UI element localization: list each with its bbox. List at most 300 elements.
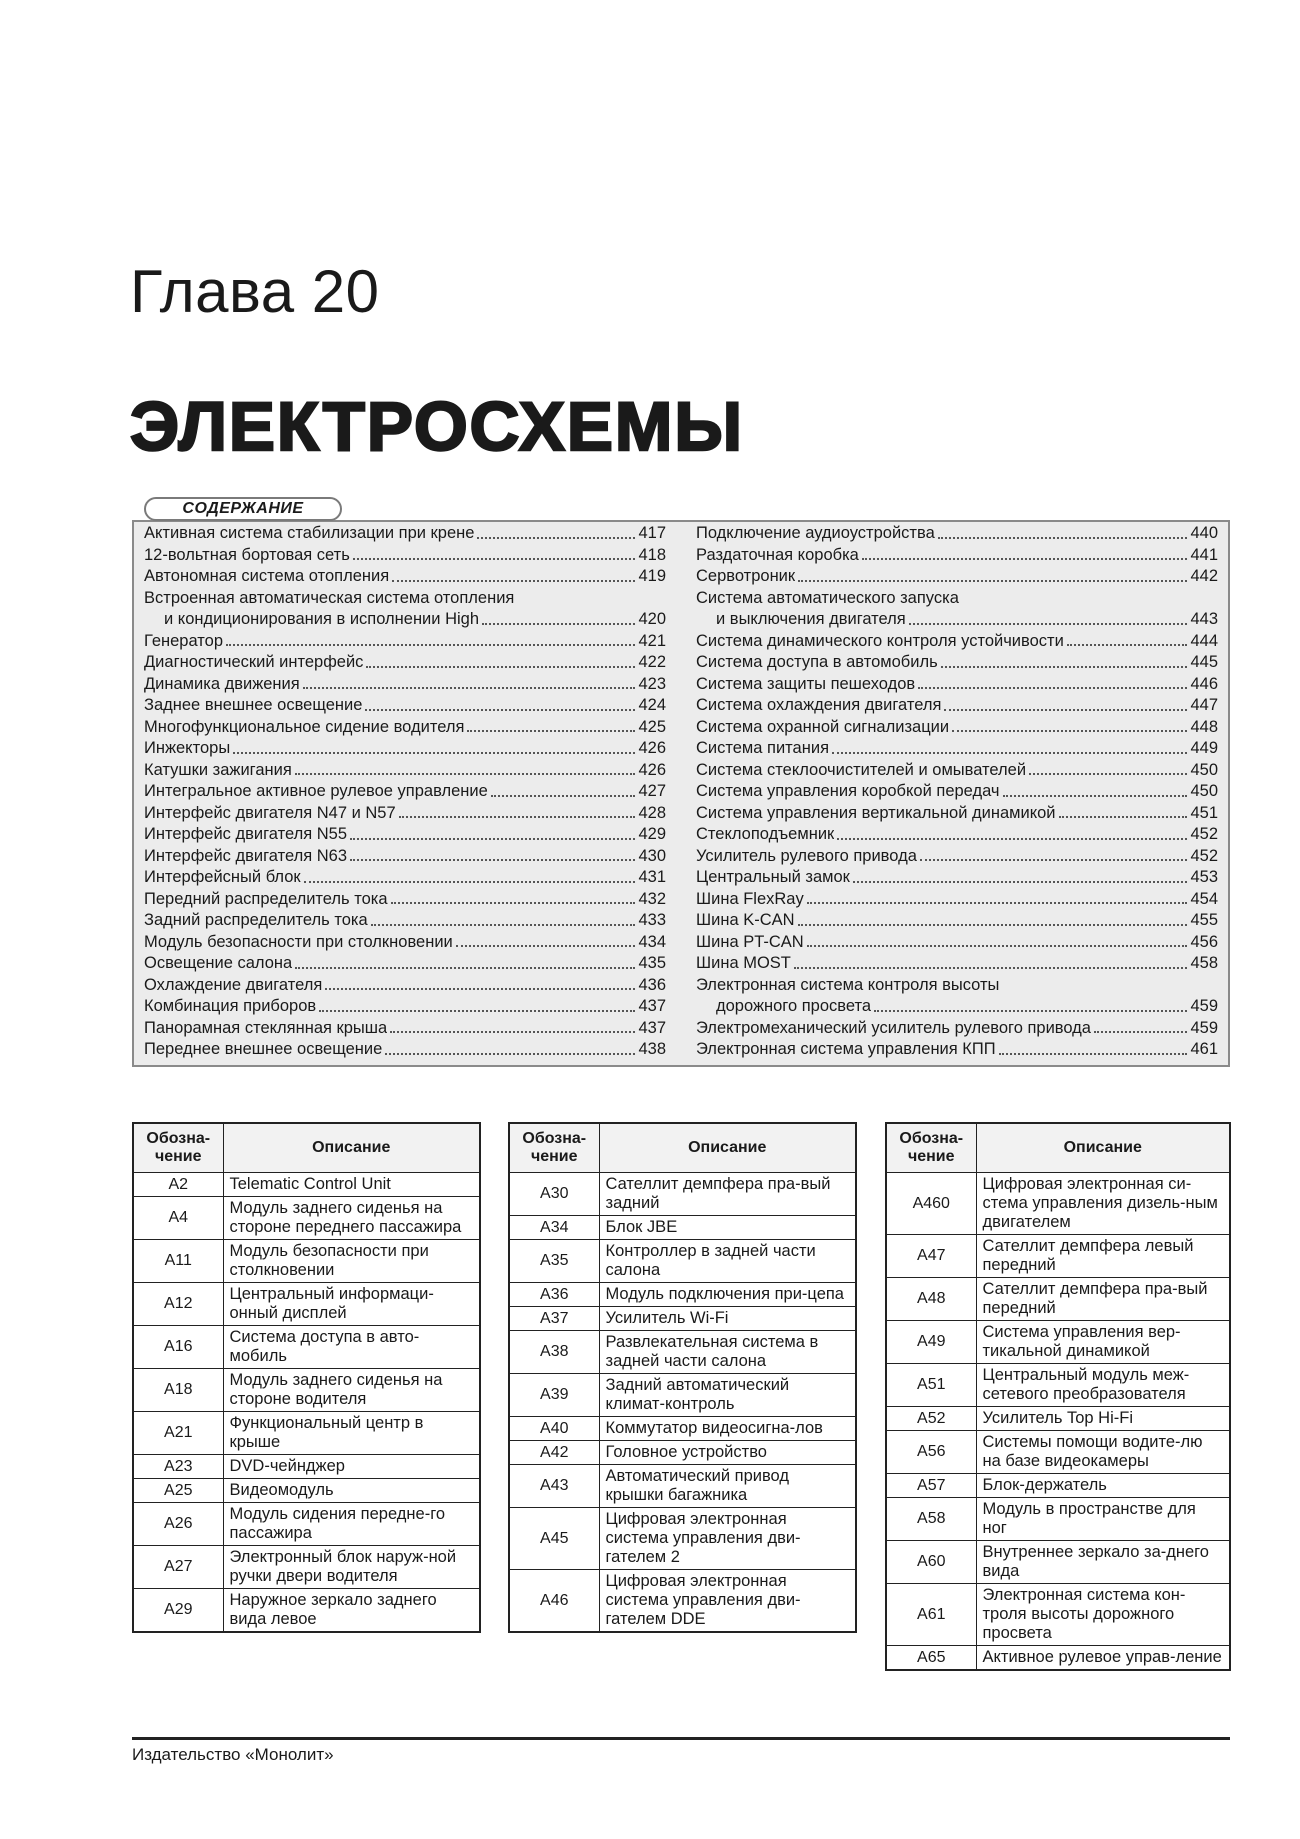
legend-header-description: Описание — [976, 1123, 1230, 1173]
dot-leader — [303, 687, 636, 689]
contents-entry — [696, 953, 1218, 975]
component-description: Система доступа в авто-мобиль — [223, 1326, 480, 1369]
component-description: Модуль подключения при-цепа — [599, 1283, 856, 1307]
table-row — [886, 1364, 1230, 1407]
contents-entry-title: Освещение салона — [144, 954, 293, 972]
contents-entry — [696, 910, 1218, 932]
contents-entry-title: Система управления коробкой передач — [696, 782, 1000, 800]
contents-entry-title: Шина PT-CAN — [696, 932, 804, 951]
table-row — [886, 1541, 1230, 1584]
contents-entry-title: дорожного просвета — [716, 997, 872, 1015]
table-row — [509, 1465, 856, 1508]
dot-leader — [853, 881, 1188, 883]
contents-entry-page: 426 — [638, 760, 666, 779]
contents-entry-page: 424 — [638, 696, 666, 714]
contents-entry-title: Система охранной сигнализации — [696, 717, 950, 736]
contents-entry-title: Электронная система управления КПП — [696, 1040, 996, 1058]
component-code: A46 — [509, 1570, 599, 1633]
contents-entry-title: Сервотроник — [696, 567, 796, 585]
component-description: Развлекательная система в задней части салона — [599, 1331, 856, 1374]
legend-header-code: Обозна-чение — [886, 1123, 976, 1173]
contents-entry — [144, 609, 666, 631]
contents-entry-page: 422 — [638, 653, 666, 671]
contents-entry — [696, 781, 1218, 803]
contents-entry — [696, 846, 1218, 868]
contents-entry — [144, 803, 666, 825]
dot-leader — [304, 881, 636, 883]
contents-entry-page: 447 — [1190, 696, 1218, 714]
dot-leader — [874, 1010, 1187, 1012]
contents-entry — [144, 717, 666, 739]
component-code: A2 — [133, 1173, 223, 1197]
contents-entry-page: 429 — [638, 825, 666, 843]
contents-entry — [696, 717, 1218, 739]
component-description: Центральный информаци-онный дисплей — [223, 1283, 480, 1326]
dot-leader — [999, 1053, 1188, 1055]
dot-leader — [1094, 1031, 1187, 1033]
contents-entry — [144, 996, 666, 1018]
component-description: Активное рулевое управ-ление — [976, 1646, 1230, 1671]
contents-entry-page: 431 — [638, 868, 666, 886]
contents-entry-title: Модуль безопасности при столкновении — [144, 932, 453, 951]
component-description: Блок-держатель — [976, 1474, 1230, 1498]
contents-entry — [144, 674, 666, 696]
dot-leader — [832, 752, 1187, 754]
contents-entry — [696, 566, 1218, 588]
dot-leader — [295, 967, 635, 969]
dot-leader — [392, 580, 635, 582]
component-code: A45 — [509, 1508, 599, 1570]
contents-entry-title: Система питания — [696, 739, 829, 757]
component-description: Цифровая электронная си-стема управления дизель-ным двигателем — [976, 1173, 1230, 1235]
dot-leader — [918, 687, 1187, 689]
contents-entry-page: 459 — [1190, 997, 1218, 1015]
contents-entry-page: 448 — [1190, 717, 1218, 736]
contents-column-right — [696, 523, 1218, 1061]
contents-entry-title: Центральный замок — [696, 868, 850, 886]
component-description: Модуль заднего сиденья на стороне водителя — [223, 1369, 480, 1412]
dot-leader — [390, 1031, 635, 1033]
contents-entry — [696, 545, 1218, 567]
contents-entry — [696, 975, 1218, 997]
component-description: Цифровая электронная система управления дви-гателем DDE — [599, 1570, 856, 1633]
dot-leader — [807, 945, 1188, 947]
dot-leader — [944, 709, 1187, 711]
dot-leader — [938, 537, 1188, 539]
contents-entry-title: Многофункциональное сидение водителя — [144, 717, 465, 736]
dot-leader — [1003, 795, 1188, 797]
table-row — [133, 1589, 480, 1633]
contents-entry — [144, 889, 666, 911]
contents-entry — [144, 846, 666, 868]
contents-entry — [144, 781, 666, 803]
component-description: Наружное зеркало заднего вида левое — [223, 1589, 480, 1633]
contents-entry-title: Активная система стабилизации при крене — [144, 524, 475, 542]
contents-entry-page: 441 — [1190, 545, 1218, 564]
contents-entry-title: Динамика движения — [144, 674, 300, 693]
contents-entry-page: 425 — [638, 717, 666, 736]
dot-leader — [467, 730, 635, 732]
table-row — [509, 1441, 856, 1465]
component-code: A57 — [886, 1474, 976, 1498]
component-code: A27 — [133, 1546, 223, 1589]
component-description: Цифровая электронная система управления дви-гателем 2 — [599, 1508, 856, 1570]
contents-entry-page: 450 — [1190, 782, 1218, 800]
table-row — [133, 1412, 480, 1455]
component-code: A18 — [133, 1369, 223, 1412]
publisher-footer: Издательство «Монолит» — [132, 1745, 334, 1764]
contents-entry-page: 432 — [638, 889, 666, 908]
dot-leader — [798, 580, 1187, 582]
contents-entry-page: 427 — [638, 782, 666, 800]
chapter-number: Глава 20 — [130, 258, 380, 325]
contents-entry — [696, 1039, 1218, 1061]
table-row — [509, 1417, 856, 1441]
table-row — [509, 1240, 856, 1283]
contents-entry — [144, 932, 666, 954]
contents-entry-page: 456 — [1190, 932, 1218, 951]
page-title: ЭЛЕКТРОСХЕМЫ — [130, 388, 744, 465]
component-code: A30 — [509, 1173, 599, 1216]
table-row — [133, 1503, 480, 1546]
table-row — [509, 1283, 856, 1307]
contents-entry — [144, 824, 666, 846]
component-code: A42 — [509, 1441, 599, 1465]
component-code: A460 — [886, 1173, 976, 1235]
dot-leader — [952, 730, 1187, 732]
contents-entry-title: Охлаждение двигателя — [144, 975, 323, 994]
contents-entry-page: 417 — [638, 524, 666, 542]
table-row — [886, 1173, 1230, 1235]
contents-entry — [696, 652, 1218, 674]
contents-entry — [696, 674, 1218, 696]
component-code: A49 — [886, 1321, 976, 1364]
component-code: A26 — [133, 1503, 223, 1546]
contents-entry — [696, 588, 1218, 610]
table-row — [886, 1431, 1230, 1474]
component-code: A58 — [886, 1498, 976, 1541]
contents-entry-page: 435 — [638, 954, 666, 972]
contents-column-left — [144, 523, 666, 1061]
component-description: Система управления вер-тикальной динамикой — [976, 1321, 1230, 1364]
contents-entry-page: 423 — [638, 674, 666, 693]
table-row — [509, 1374, 856, 1417]
contents-entry-page: 421 — [638, 631, 666, 650]
dot-leader — [1029, 773, 1187, 775]
table-row — [509, 1307, 856, 1331]
contents-entry — [696, 867, 1218, 889]
component-code: A34 — [509, 1216, 599, 1240]
table-row — [509, 1216, 856, 1240]
legend-header-description: Описание — [599, 1123, 856, 1173]
component-description: Модуль в пространстве для ног — [976, 1498, 1230, 1541]
contents-entry-page: 459 — [1190, 1018, 1218, 1037]
contents-entry-page: 458 — [1190, 954, 1218, 972]
contents-entry-title: Раздаточная коробка — [696, 545, 859, 564]
contents-entry — [696, 889, 1218, 911]
component-description: Модуль заднего сиденья на стороне переднего пассажира — [223, 1197, 480, 1240]
component-code: A37 — [509, 1307, 599, 1331]
contents-entry — [696, 609, 1218, 631]
contents-entry-page: 418 — [638, 545, 666, 564]
contents-entry — [144, 738, 666, 760]
contents-entry-title: Интерфейсный блок — [144, 868, 301, 886]
component-description: Электронная система кон-троля высоты дорожного просвета — [976, 1584, 1230, 1646]
component-description: Сателлит демпфера левый передний — [976, 1235, 1230, 1278]
component-description: Модуль безопасности при столкновении — [223, 1240, 480, 1283]
component-code: A56 — [886, 1431, 976, 1474]
contents-entry-title: Заднее внешнее освещение — [144, 696, 363, 714]
contents-entry-page: 430 — [638, 846, 666, 865]
table-row — [133, 1546, 480, 1589]
contents-entry-page: 454 — [1190, 889, 1218, 908]
table-row — [886, 1474, 1230, 1498]
contents-entry-title: и выключения двигателя — [716, 610, 906, 628]
contents-entry-title: Система защиты пешеходов — [696, 674, 916, 693]
component-code: A4 — [133, 1197, 223, 1240]
contents-entry-title: Система управления вертикальной динамикой — [696, 803, 1056, 822]
contents-entry — [144, 1039, 666, 1061]
contents-entry — [144, 1018, 666, 1040]
dot-leader — [226, 644, 635, 646]
contents-entry-page: 449 — [1190, 739, 1218, 757]
contents-entry-title: Автономная система отопления — [144, 567, 390, 585]
component-description: Усилитель Wi-Fi — [599, 1307, 856, 1331]
component-description: Электронный блок наруж-ной ручки двери водителя — [223, 1546, 480, 1589]
contents-entry — [144, 545, 666, 567]
contents-entry-title: Интерфейс двигателя N55 — [144, 825, 347, 843]
contents-entry — [696, 523, 1218, 545]
component-code: A21 — [133, 1412, 223, 1455]
table-row — [886, 1646, 1230, 1671]
dot-leader — [491, 795, 636, 797]
dot-leader — [1067, 644, 1188, 646]
component-code: A29 — [133, 1589, 223, 1633]
contents-entry-title: Встроенная автоматическая система отопления — [144, 588, 515, 607]
table-row — [886, 1321, 1230, 1364]
contents-entry — [144, 695, 666, 717]
dot-leader — [477, 537, 635, 539]
component-code: A36 — [509, 1283, 599, 1307]
table-row — [133, 1479, 480, 1503]
component-description: Сателлит демпфера пра-вый задний — [599, 1173, 856, 1216]
component-code: A39 — [509, 1374, 599, 1417]
contents-entry-title: Катушки зажигания — [144, 760, 292, 779]
dot-leader — [233, 752, 635, 754]
contents-entry-title: и кондиционирования в исполнении High — [164, 610, 480, 628]
component-description: Контроллер в задней части салона — [599, 1240, 856, 1283]
table-row — [133, 1455, 480, 1479]
dot-leader — [920, 859, 1188, 861]
dot-leader — [794, 967, 1188, 969]
contents-entry — [696, 738, 1218, 760]
component-description: Головное устройство — [599, 1441, 856, 1465]
contents-entry-title: Задний распределитель тока — [144, 911, 368, 929]
contents-entry-page: 451 — [1190, 803, 1218, 822]
contents-label: СОДЕРЖАНИЕ — [144, 497, 342, 521]
contents-entry-title: Система охлаждения двигателя — [696, 696, 942, 714]
table-row — [509, 1173, 856, 1216]
contents-entry — [144, 975, 666, 997]
dot-leader — [350, 838, 635, 840]
contents-entry-page: 437 — [638, 1018, 666, 1037]
contents-entry-page: 455 — [1190, 911, 1218, 929]
dot-leader — [862, 558, 1188, 560]
contents-entry-page: 437 — [638, 997, 666, 1015]
contents-entry — [144, 867, 666, 889]
legend-table-2 — [508, 1122, 857, 1633]
component-code: A23 — [133, 1455, 223, 1479]
dot-leader — [371, 924, 636, 926]
component-description: Задний автоматический климат-контроль — [599, 1374, 856, 1417]
component-code: A52 — [886, 1407, 976, 1431]
legend-header-code: Обозна-чение — [509, 1123, 599, 1173]
legend-header-description: Описание — [223, 1123, 480, 1173]
component-description: Внутреннее зеркало за-днего вида — [976, 1541, 1230, 1584]
contents-entry — [696, 932, 1218, 954]
contents-entry-title: Стеклоподъемник — [696, 825, 835, 843]
contents-entry-page: 440 — [1190, 524, 1218, 542]
table-row — [886, 1235, 1230, 1278]
component-description: Функциональный центр в крыше — [223, 1412, 480, 1455]
contents-entry-page: 461 — [1190, 1040, 1218, 1058]
contents-entry-title: Панорамная стеклянная крыша — [144, 1018, 388, 1037]
dot-leader — [350, 859, 635, 861]
contents-entry — [144, 588, 666, 610]
table-row — [133, 1173, 480, 1197]
table-row — [509, 1570, 856, 1633]
contents-entry — [696, 1018, 1218, 1040]
table-row — [886, 1498, 1230, 1541]
contents-entry-title: Система автоматического запуска — [696, 588, 959, 607]
contents-entry-title: Интерфейс двигателя N47 и N57 — [144, 803, 396, 822]
contents-entry — [144, 652, 666, 674]
contents-entry-page: 452 — [1190, 846, 1218, 865]
contents-entry — [144, 910, 666, 932]
contents-entry-title: Комбинация приборов — [144, 997, 317, 1015]
contents-entry — [144, 953, 666, 975]
component-code: A38 — [509, 1331, 599, 1374]
contents-entry-page: 436 — [638, 975, 666, 994]
contents-entry — [696, 996, 1218, 1018]
component-code: A65 — [886, 1646, 976, 1671]
contents-entry-title: Усилитель рулевого привода — [696, 846, 917, 865]
contents-entry-title: Переднее внешнее освещение — [144, 1040, 383, 1058]
dot-leader — [807, 902, 1188, 904]
dot-leader — [909, 623, 1188, 625]
contents-entry-page: 445 — [1190, 653, 1218, 671]
dot-leader — [385, 1053, 635, 1055]
contents-entry — [696, 631, 1218, 653]
footer-divider — [132, 1737, 1230, 1740]
contents-entry-page: 453 — [1190, 868, 1218, 886]
contents-entry-title: Интегральное активное рулевое управление — [144, 782, 488, 800]
contents-entry-title: Генератор — [144, 631, 224, 650]
table-row — [133, 1197, 480, 1240]
table-row — [886, 1584, 1230, 1646]
contents-entry-title: Шина FlexRay — [696, 889, 804, 908]
contents-entry-title: Диагностический интерфейс — [144, 653, 364, 671]
contents-entry-page: 433 — [638, 911, 666, 929]
contents-entry-title: Передний распределитель тока — [144, 889, 388, 908]
component-description: Центральный модуль меж-сетевого преобразователя — [976, 1364, 1230, 1407]
dot-leader — [482, 623, 635, 625]
legend-table-1 — [132, 1122, 481, 1633]
component-description: Блок JBE — [599, 1216, 856, 1240]
contents-entry-title: Электромеханический усилитель рулевого привода — [696, 1018, 1091, 1037]
contents-entry-page: 444 — [1190, 631, 1218, 650]
contents-entry-title: Инжекторы — [144, 739, 231, 757]
component-description: Коммутатор видеосигна-лов — [599, 1417, 856, 1441]
contents-entry — [144, 760, 666, 782]
component-code: A47 — [886, 1235, 976, 1278]
contents-entry-page: 426 — [638, 739, 666, 757]
component-description: Telematic Control Unit — [223, 1173, 480, 1197]
component-description: Усилитель Top Hi-Fi — [976, 1407, 1230, 1431]
component-description: Модуль сидения передне-го пассажира — [223, 1503, 480, 1546]
contents-entry — [696, 803, 1218, 825]
component-code: A35 — [509, 1240, 599, 1283]
component-code: A16 — [133, 1326, 223, 1369]
table-row — [133, 1326, 480, 1369]
table-row — [133, 1369, 480, 1412]
table-row — [886, 1278, 1230, 1321]
contents-entry — [696, 824, 1218, 846]
dot-leader — [399, 816, 636, 818]
table-row — [133, 1240, 480, 1283]
component-description: Сателлит демпфера пра-вый передний — [976, 1278, 1230, 1321]
contents-entry-page: 443 — [1190, 610, 1218, 628]
contents-entry-page: 452 — [1190, 825, 1218, 843]
component-code: A48 — [886, 1278, 976, 1321]
contents-entry-page: 434 — [638, 932, 666, 951]
component-description: Автоматический привод крышки багажника — [599, 1465, 856, 1508]
component-code: A61 — [886, 1584, 976, 1646]
contents-entry-title: Электронная система контроля высоты — [696, 975, 1000, 994]
dot-leader — [798, 924, 1188, 926]
table-row — [886, 1407, 1230, 1431]
contents-entry-page: 419 — [638, 567, 666, 585]
dot-leader — [941, 666, 1188, 668]
dot-leader — [319, 1010, 635, 1012]
dot-leader — [456, 945, 636, 947]
dot-leader — [295, 773, 636, 775]
contents-entry-page: 420 — [638, 610, 666, 628]
contents-entry-title: Шина MOST — [696, 954, 791, 972]
contents-entry — [696, 695, 1218, 717]
table-row — [509, 1508, 856, 1570]
dot-leader — [366, 666, 635, 668]
component-code: A60 — [886, 1541, 976, 1584]
contents-entry — [696, 760, 1218, 782]
dot-leader — [353, 558, 636, 560]
contents-entry-page: 428 — [638, 803, 666, 822]
contents-entry-page: 442 — [1190, 567, 1218, 585]
legend-header-code: Обозна-чение — [133, 1123, 223, 1173]
component-code: A25 — [133, 1479, 223, 1503]
component-code: A51 — [886, 1364, 976, 1407]
component-description: DVD-чейнджер — [223, 1455, 480, 1479]
contents-entry-title: Система стеклоочистителей и омывателей — [696, 760, 1027, 779]
contents-entry-page: 446 — [1190, 674, 1218, 693]
component-code: A43 — [509, 1465, 599, 1508]
contents-entry-title: 12-вольтная бортовая сеть — [144, 545, 350, 564]
dot-leader — [837, 838, 1187, 840]
component-code: A11 — [133, 1240, 223, 1283]
contents-entry — [144, 566, 666, 588]
dot-leader — [325, 988, 635, 990]
table-row — [133, 1283, 480, 1326]
